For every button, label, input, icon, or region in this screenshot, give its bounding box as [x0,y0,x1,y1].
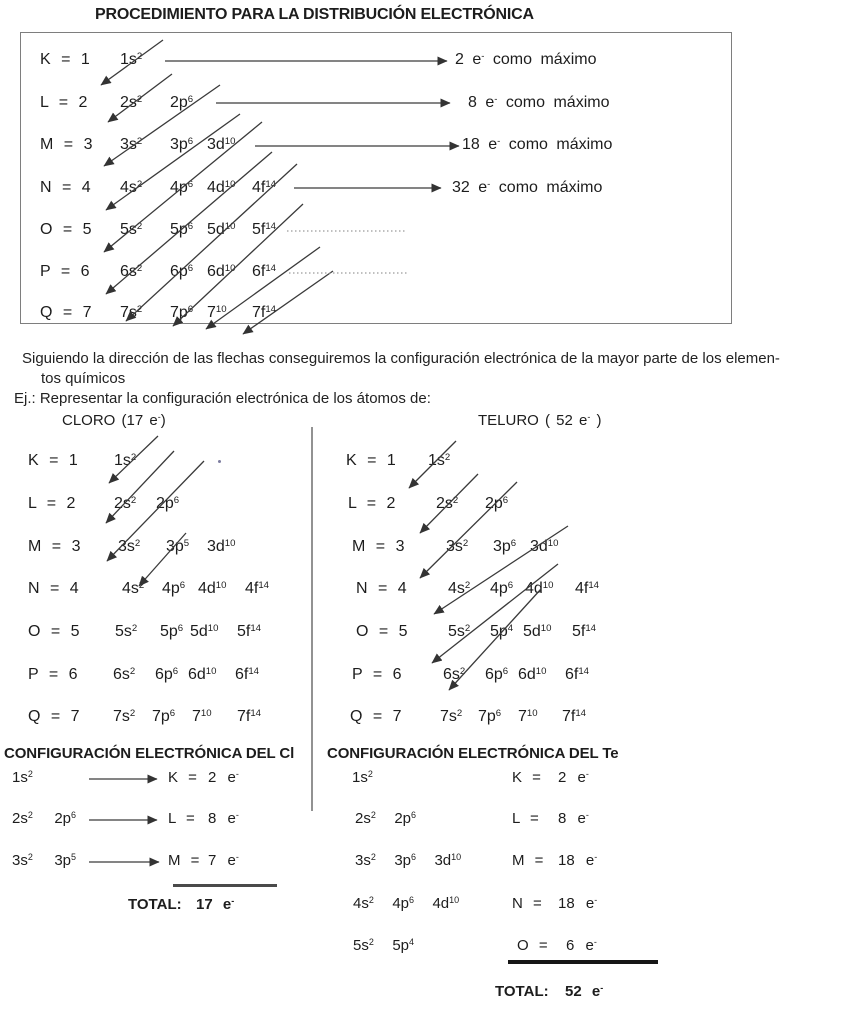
orbital: $5p^4$ [392,937,415,954]
orbital: $5s^2$ [353,937,374,954]
orbital: $4f^{14}$ [575,579,600,597]
orbital: $3d^{10}$ [207,135,236,153]
orbital: $3p^5$ [54,852,77,869]
cl-config-title: CONFIGURACIÓN ELECTRÓNICA DEL Cl [4,745,295,762]
max-electrons-label: 18 e- como máximo [462,135,613,153]
aufbau-row-q [0,304,854,324]
shell-label: L = 2 [40,94,88,111]
paragraph-line-3: Ej.: Representar la configuración electrónica de los átomos de: [14,390,431,407]
electron-count: 6 e- [566,937,597,954]
shell-label: K = 1 [346,452,396,469]
orbital: $7s^2$ [120,303,143,321]
te-row-q [0,708,854,728]
orbital: $2p^6$ [156,494,180,512]
shell-label: P = 6 [40,263,90,280]
tellurium-heading: TELURO ( 52 e- ) [478,412,602,429]
orbital: $4d^{10}$ [198,579,227,597]
orbital: $5d^{10}$ [190,622,219,640]
te-config-row [0,810,854,830]
orbital: $4s^2$ [122,579,145,597]
shell-label: M = [512,852,544,869]
orbital: $4d^{10}$ [207,178,236,196]
electron-count: 8 e- [558,810,589,827]
orbital: $4p^6$ [162,579,186,597]
orbital: $3p^5$ [166,537,190,555]
aufbau-row-l [0,94,854,114]
orbital: $7s^2$ [440,707,463,725]
shell-label: N = 4 [40,179,91,196]
orbital: $3s^2$ [118,537,141,555]
shell-label: L = [512,810,539,827]
aufbau-row-p [0,263,854,283]
orbital: $5s^2$ [120,220,143,238]
shell-label: L = 2 [348,495,396,512]
orbital: $6p^6$ [155,665,179,683]
orbital: $7^{10}$ [207,303,227,321]
orbital: $7^{10}$ [192,707,212,725]
orbital: $7^{10}$ [518,707,538,725]
diagonal-arrow [432,564,558,663]
orbital: $5p^6$ [160,622,184,640]
electron-count: 2 e- [558,769,589,786]
electron-count: 18 e- [558,895,598,912]
te-sum-line [508,960,658,964]
electron-count: 2 e- [208,769,239,786]
shell-label: K = [168,769,197,786]
te-row-o [0,623,854,643]
orbital: $4p^6$ [170,178,194,196]
orbital: $6f^{14}$ [565,665,590,683]
te-row-n [0,580,854,600]
shell-label: K = 1 [40,51,90,68]
orbital: $4f^{14}$ [252,178,277,196]
shell-label: P = 6 [28,666,78,683]
orbital: $1s^2$ [352,769,373,786]
orbital: $4s^2$ [120,178,143,196]
orbital: $6f^{14}$ [252,262,277,280]
orbital: $5s^2$ [448,622,471,640]
orbital-group [355,810,430,828]
orbital: $6f^{14}$ [235,665,260,683]
orbital: $3d^{10}$ [207,537,236,555]
orbital: $2p^6$ [394,810,417,827]
shell-label: Q = 7 [28,708,80,725]
orbital: $4f^{14}$ [245,579,270,597]
orbital: $5f^{14}$ [572,622,597,640]
orbital: $2p^6$ [485,494,509,512]
orbital: $2p^6$ [54,810,77,827]
orbital: $5f^{14}$ [237,622,262,640]
orbital: $5p^6$ [170,220,194,238]
orbital: $6p^6$ [485,665,509,683]
orbital: $4p^6$ [490,579,514,597]
max-electrons-label: 2 e- como máximo [455,50,597,68]
electron-count: 7 e- [208,852,239,869]
orbital: $3p^6$ [493,537,517,555]
shell-label: O = 5 [40,221,92,238]
orbital: $2p^6$ [170,93,194,111]
shell-label: K = [512,769,541,786]
orbital: $5d^{10}$ [523,622,552,640]
orbital-group [352,769,387,787]
orbital: $6s^2$ [120,262,143,280]
orbital: $3p^6$ [394,852,417,869]
orbital: $3s^2$ [355,852,376,869]
orbital: $6d^{10}$ [188,665,217,683]
orbital: $7f^{14}$ [237,707,262,725]
orbital: $1s^2$ [114,451,137,469]
te-row-k [0,452,854,472]
paragraph-line-1: Siguiendo la dirección de las flechas conseguiremos la configuración electrónica de la mayor parte de los elemen- [22,350,780,367]
shell-label: O = 5 [356,623,408,640]
orbital: $2s^2$ [12,810,33,827]
orbital: $3d^{10}$ [434,852,462,869]
orbital: $7p^6$ [170,303,194,321]
aufbau-row-n [0,179,854,199]
te-row-l [0,495,854,515]
shell-label: O = [517,937,548,954]
orbital: $3s^2$ [12,852,33,869]
chlorine-heading: CLORO (17 e-) [62,412,166,429]
orbital: $6s^2$ [443,665,466,683]
orbital: $7f^{14}$ [252,303,277,321]
orbital: $5p^4$ [490,622,514,640]
orbital: $4s^2$ [448,579,471,597]
electron-count: 8 e- [208,810,239,827]
orbital: $4d^{10}$ [432,895,460,912]
orbital: $7p^6$ [152,707,176,725]
total-label: TOTAL: [128,896,182,913]
orbital: $3d^{10}$ [530,537,559,555]
orbital: $5s^2$ [115,622,138,640]
aufbau-row-k [0,51,854,71]
orbital: $6d^{10}$ [207,262,236,280]
orbital: $5d^{10}$ [207,220,236,238]
orbital-group [353,895,473,913]
total-value: 52 e- [565,983,604,1000]
cl-sum-line [173,884,277,887]
te-config-title: CONFIGURACIÓN ELECTRÓNICA DEL Te [327,745,619,762]
orbital: $1s^2$ [12,769,33,786]
orbital: $7s^2$ [113,707,136,725]
orbital: $4s^2$ [353,895,374,912]
orbital: $7p^6$ [478,707,502,725]
orbital: $6d^{10}$ [518,665,547,683]
te-config-row [0,895,854,915]
orbital: $7f^{14}$ [562,707,587,725]
te-row-m [0,538,854,558]
page-title: PROCEDIMIENTO PARA LA DISTRIBUCIÓN ELECTRÓNICA [95,6,534,23]
shell-label: M = 3 [352,538,405,555]
orbital: $2s^2$ [355,810,376,827]
shell-label: Q = 7 [40,304,92,321]
te-config-row [0,937,854,957]
orbital: $4p^6$ [392,895,415,912]
shell-label: N = [512,895,542,912]
max-electrons-label: 32 e- como máximo [452,178,603,196]
orbital-group [355,852,475,870]
orbital: $1s^2$ [428,451,451,469]
orbital: $1s^2$ [120,50,143,68]
orbital: $6s^2$ [113,665,136,683]
te-config-row [0,852,854,872]
orbital: $4d^{10}$ [525,579,554,597]
te-config-row [0,769,854,789]
orbital: $3p^6$ [170,135,194,153]
te-row-p [0,666,854,686]
shell-label: K = 1 [28,452,78,469]
aufbau-row-o [0,221,854,241]
shell-label: N = 4 [28,580,79,597]
shell-label: N = 4 [356,580,407,597]
shell-label: P = 6 [352,666,402,683]
shell-label: L = 2 [28,495,76,512]
shell-label: M = 3 [28,538,81,555]
shell-label: M = [168,852,200,869]
orbital: $6p^6$ [170,262,194,280]
orbital-group [353,937,428,955]
te-total-row [0,983,854,1003]
electron-count: 18 e- [558,852,598,869]
orbital: $3s^2$ [446,537,469,555]
orbital: $2s^2$ [114,494,137,512]
orbital: $3s^2$ [120,135,143,153]
shell-label: Q = 7 [350,708,402,725]
orbital: $5f^{14}$ [252,220,277,238]
total-value: 17 e- [196,896,235,913]
shell-label: L = [168,810,195,827]
max-electrons-label: 8 e- como máximo [468,93,610,111]
shell-label: O = 5 [28,623,80,640]
aufbau-row-m [0,136,854,156]
orbital: $2s^2$ [436,494,459,512]
shell-label: M = 3 [40,136,93,153]
paragraph-line-2: tos químicos [41,370,126,387]
total-label: TOTAL: [495,983,549,1000]
orbital: $2s^2$ [120,93,143,111]
